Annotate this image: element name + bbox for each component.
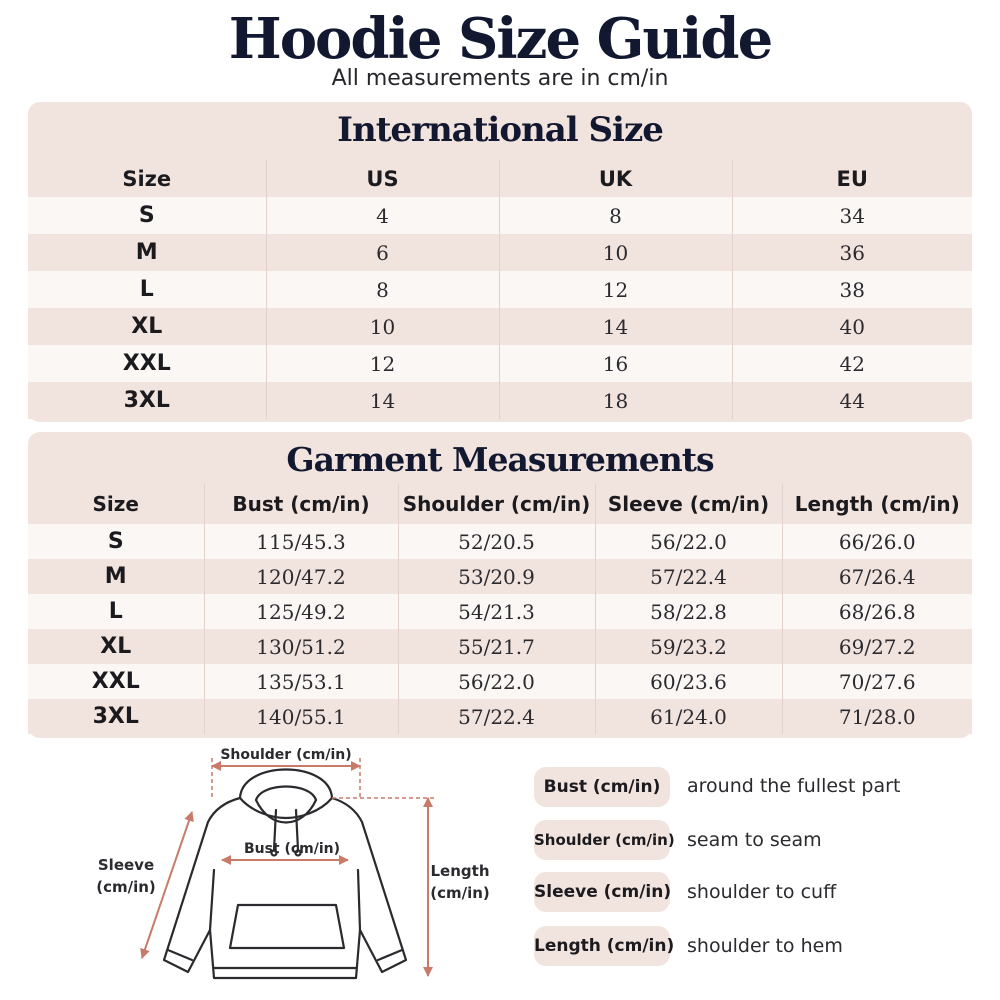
size-cell: M [28, 234, 266, 271]
eu-cell: 40 [732, 308, 972, 345]
us-cell: 10 [266, 308, 499, 345]
us-cell: 6 [266, 234, 499, 271]
legend-length-pill: Length (cm/in) [534, 926, 670, 966]
page-subtitle: All measurements are in cm/in [331, 66, 669, 91]
length-cell: 67/26.4 [782, 559, 972, 594]
shoulder-cell: 54/21.3 [398, 594, 595, 629]
table-row [28, 699, 972, 734]
sleeve-cell: 61/24.0 [595, 699, 782, 734]
bust-cell: 135/53.1 [204, 664, 398, 699]
legend-sleeve-pill: Sleeve (cm/in) [534, 872, 670, 912]
size-cell: XL [28, 629, 204, 664]
sleeve-cell: 57/22.4 [595, 559, 782, 594]
size-cell: S [28, 524, 204, 559]
size-cell: S [28, 197, 266, 234]
international-size-title: International Size [337, 110, 663, 150]
garment-measurements-panel [28, 432, 972, 738]
sleeve-diagram-label-unit: (cm/in) [96, 878, 156, 896]
shoulder-cell: 52/20.5 [398, 524, 595, 559]
length-diagram-label-unit: (cm/in) [430, 884, 490, 902]
uk-cell: 12 [499, 271, 732, 308]
size-cell: 3XL [28, 382, 266, 419]
length-diagram-label: Length [430, 862, 490, 880]
table-row [28, 345, 972, 382]
shoulder-cell: 53/20.9 [398, 559, 595, 594]
size-cell: XXL [28, 345, 266, 382]
table-row [28, 197, 972, 234]
uk-cell: 18 [499, 382, 732, 419]
bust-cell: 140/55.1 [204, 699, 398, 734]
sleeve-cell: 59/23.2 [595, 629, 782, 664]
page-title: Hoodie Size Guide [228, 6, 772, 72]
length-cell: 69/27.2 [782, 629, 972, 664]
header-shoulder: Shoulder (cm/in) [398, 484, 595, 524]
header-bust: Bust (cm/in) [204, 484, 398, 524]
length-cell: 71/28.0 [782, 699, 972, 734]
legend-bust-desc: around the fullest part [687, 775, 901, 797]
legend-shoulder-desc: seam to seam [687, 829, 822, 851]
header-eu: EU [732, 160, 972, 197]
sleeve-cell: 58/22.8 [595, 594, 782, 629]
length-cell: 66/26.0 [782, 524, 972, 559]
eu-cell: 34 [732, 197, 972, 234]
uk-cell: 8 [499, 197, 732, 234]
uk-cell: 14 [499, 308, 732, 345]
sleeve-cell: 60/23.6 [595, 664, 782, 699]
us-cell: 12 [266, 345, 499, 382]
garment-measurements-table [28, 484, 972, 734]
bust-diagram-label: Bust (cm/in) [243, 841, 341, 857]
table-row [28, 234, 972, 271]
table-header-row [28, 484, 972, 524]
eu-cell: 38 [732, 271, 972, 308]
legend-length-desc: shoulder to hem [687, 935, 843, 957]
size-cell: XL [28, 308, 266, 345]
bust-cell: 120/47.2 [204, 559, 398, 594]
us-cell: 8 [266, 271, 499, 308]
table-row [28, 559, 972, 594]
shoulder-cell: 55/21.7 [398, 629, 595, 664]
size-cell: L [28, 594, 204, 629]
header-uk: UK [499, 160, 732, 197]
uk-cell: 16 [499, 345, 732, 382]
sleeve-diagram-label: Sleeve [97, 856, 155, 874]
uk-cell: 10 [499, 234, 732, 271]
table-header-row [28, 160, 972, 197]
header-size: Size [28, 160, 266, 197]
eu-cell: 44 [732, 382, 972, 419]
eu-cell: 36 [732, 234, 972, 271]
shoulder-cell: 57/22.4 [398, 699, 595, 734]
hoodie-outline-icon [164, 770, 406, 979]
hoodie-measurement-diagram [60, 738, 520, 1000]
length-cell: 68/26.8 [782, 594, 972, 629]
shoulder-cell: 56/22.0 [398, 664, 595, 699]
size-cell: L [28, 271, 266, 308]
header-us: US [266, 160, 499, 197]
table-row [28, 664, 972, 699]
garment-measurements-title: Garment Measurements [286, 440, 714, 479]
header-sleeve: Sleeve (cm/in) [595, 484, 782, 524]
table-row [28, 271, 972, 308]
header-size: Size [28, 484, 204, 524]
eu-cell: 42 [732, 345, 972, 382]
international-size-table [28, 160, 972, 419]
length-cell: 70/27.6 [782, 664, 972, 699]
table-row [28, 629, 972, 664]
international-size-panel [28, 102, 972, 422]
table-row [28, 382, 972, 419]
size-cell: 3XL [28, 699, 204, 734]
size-cell: XXL [28, 664, 204, 699]
legend-bust-pill: Bust (cm/in) [534, 767, 670, 807]
legend-shoulder-pill: Shoulder (cm/in) [534, 820, 670, 860]
bust-cell: 115/45.3 [204, 524, 398, 559]
legend-sleeve-desc: shoulder to cuff [687, 881, 837, 903]
table-row [28, 308, 972, 345]
size-cell: M [28, 559, 204, 594]
sleeve-cell: 56/22.0 [595, 524, 782, 559]
table-row [28, 594, 972, 629]
table-row [28, 524, 972, 559]
bust-cell: 125/49.2 [204, 594, 398, 629]
header-length: Length (cm/in) [782, 484, 972, 524]
us-cell: 4 [266, 197, 499, 234]
shoulder-diagram-label: Shoulder (cm/in) [220, 747, 352, 763]
us-cell: 14 [266, 382, 499, 419]
bust-cell: 130/51.2 [204, 629, 398, 664]
